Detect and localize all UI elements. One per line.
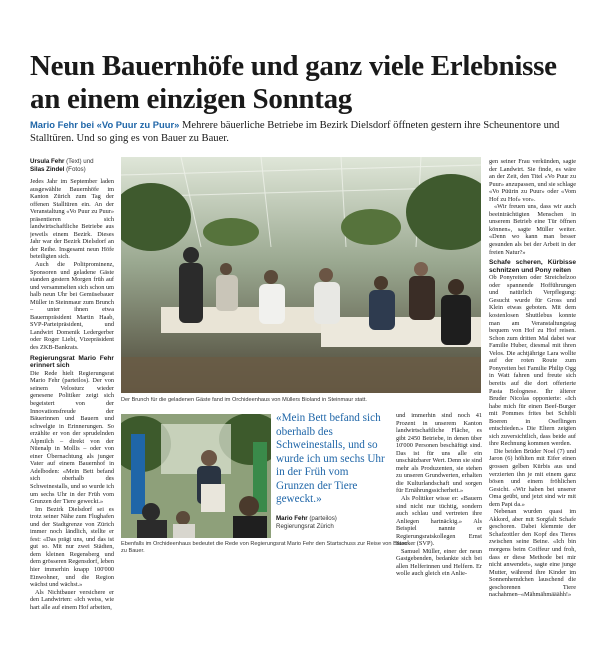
col3-paragraph-2: Als Politiker wisse er: «Bauern sind nicht nur tüchtig, sondern auch schlau und vertreten ihre Anliegen hartnäckig.» Als Beispiel nannte er Regierungsratskollegen Ernst Stocker (SVP). <box>396 495 482 548</box>
main-photo-caption: Der Brunch für die geladenen Gäste fand im Orchideenhaus von Müllers Bioland in Steinmaur statt. <box>121 397 367 403</box>
col1-paragraph-1: Jedes Jahr im September laden ausgewählte Bauernhöfe im Kanton Zürich zum Tag der offenen Stalltüren ein. An der Veranstaltung «Vo Puur zu Puur» präsentieren sich landwirtschaftliche Betriebe aus jeweils einem Bezirk. Dieses Jahr war der Bezirk Dielsdorf an der Reihe. Insgesamt neun Höfe beteiligten sich. <box>30 178 114 261</box>
lead-text: Mehrere bäuerliche Betriebe im Bezirk Dielsdorf öffneten gestern ihre Scheunentore und Stalltüren. Und so ging es von Bauer zu Bauer. <box>30 120 560 144</box>
col4-subheading: Schafe scheren, Kürbisse schnitzen und Pony reiten <box>489 259 576 274</box>
headline: Neun Bauernhöfe und ganz viele Erlebnisse an einem einzigen Sonntag <box>30 50 557 115</box>
col4-paragraph-1: gen seiner Frau verkünden, sagte der Landwirt. Sie finde, es wäre an der Zeit, den Titel «Vo Puur zu Puur» anzupassen, und sie schlage «Vo Püürin zu Puur» oder «Vom Hof zu Hof» vor». <box>489 158 576 203</box>
col4-paragraph-4: Die beiden Brüder Noel (7) und Jaron (6) höhlten mit Eifer einen grossen gelben Kürbis aus und verzierten ihn je mit einem ganz bösen und einem fröhlichen Gesicht. «Wir haben bei unserer Oma geübt, und jetzt sind wir mit dem Papi da.» <box>489 447 576 508</box>
column-3 <box>396 412 482 612</box>
col1-paragraph-4: Im Bezirk Dielsdorf sei es trotz seiner Nähe zum Flughafen und der Stadtgrenze von Zürich immer noch ländlich, stellte er fest: «Das prägt uns, und das ist gut so. Mit nur zwei Städten, dem kleinen Regensberg und dem grösseren Regensdorf, leben hier immerhin knapp 100'000 Einwohner, und die Region wächst und wächst.» <box>30 505 114 589</box>
col1-subheading: Regierungsrat Mario Fehr erinnert sich <box>30 354 114 370</box>
secondary-photo-caption: Ebenfalls im Orchideenhaus bedeutet die Rede von Regierungsrat Mario Fehr den Startschuss zur Reise von Bauer zu Bauer. <box>121 541 408 554</box>
column-1 <box>30 158 114 638</box>
col4-paragraph-3: Ob Ponyreiten oder Streichelzoo oder spannende Hofführungen und natürlich Verpflegung: Gesucht wurde für Gross und Klein etwas geboten. Mit dem kostenlosen Shuttlebus konnte man am Veranstaltungstag bequem von Hof zu Hof reisen. Schon zum dritten Mal dabei war Familie Huber, diesmal mit ihren Velos. Die achtjährige Lara wollte auf der roten Route zum Ponyreiten bei Familie Philip Ogg in Watt fahren und freute sich bereits auf die dort offerierte Pasta Bolognese. Ihr älterer Bruder Nicolas opponierte: «Ich habe mich für einen Beef-Burger mit Pommes frites bei Schibli Boeren in Oseflingen entschieden.» Die Eltern zeigten sich zuversichtlich, dass beide auf ihre Rechnung kommen werden. <box>489 274 576 448</box>
byline-author-1-role: (Text) und <box>64 158 94 165</box>
byline-author-2: Silas Zindel <box>30 166 65 173</box>
speech-image <box>121 414 271 538</box>
col4-paragraph-2: «Wir freuen uns, dass wir auch beeinträchtigten Menschen in unserem Betrieb eine Tür öffnen können», sagte Müller weiter. «Denn wo kann man besser gesunden als bei der Arbeit in der freien Natur?» <box>489 203 576 256</box>
byline-author-2-role: (Fotos) <box>64 166 86 173</box>
byline-author-1: Ursula Fehr <box>30 158 65 165</box>
col4-paragraph-5: Nebenan wurden quasi im Akkord, aber mit Sorgfalt Schafe geschoren. Dabei klemmte der Schafzottler den Kopf des Tieres zwischen seine Beine. «Ich bin morgens beim Coiffeur und froh, dass er diese Methode bei mir nicht anwendet», sagte eine junge Mutter, während ihre Kinder im Sonnenhemdchen lauschend die geschorenen Tiere nachahmen–«Mähmähmääähh!» <box>489 508 576 599</box>
col1-paragraph-3: Die Rede hielt Regierungsrat Mario Fehr (parteilos). Der von seinem Velosturz wieder genesene Politiker zeigt sich begeistert von der Innovationsfreude der Bäuerinnen und Bauern und schwelgte in Erinnerungen. So erzählte er von der sprudelnden Alpmilch – direkt von der Nüenalp in Mollis – oder von einer Übernachtung als junger Vater auf einem Bauernhof in Adelboden: «Mein Bett befand sich oberhalb des Schweinestalls, und so wurde ich um sechs Uhr in der Früh vom Grunzen der Tiere geweckt.» <box>30 369 114 506</box>
pull-quote-block <box>276 412 388 531</box>
byline <box>30 158 114 174</box>
secondary-photo <box>121 414 271 538</box>
pull-quote-role: Regierungsrat Zürich <box>276 522 334 530</box>
col1-paragraph-5: Als Nichtbauer versichere er den Landwirten: «Ich weiss, wie hart alle auf einem Hof arbeiten, <box>30 588 114 611</box>
lead-kicker: Mario Fehr bei «Vo Puur zu Puur» <box>30 119 180 130</box>
column-4 <box>489 158 576 638</box>
col3-paragraph-3: Samuel Müller, einer der neun Gastgebenden, bedankte sich bei allen Helferinnen und Helfern. Er wolle auch gleich ein Anlie- <box>396 547 482 578</box>
pull-quote-name: Mario Fehr <box>276 514 308 522</box>
col1-paragraph-2: Auch die Politprominenz, Sponsoren und geladene Gäste standen gestern Morgen früh auf und versammelten sich schon um halb neun Uhr bei Gemüsebauer Müller in Steinmaur zum Brunch – unter ihnen etwa Bauernpräsident Martin Haab, SVP-Parteipräsident, und Landwirt Domenik Ledergerber oder Roger Liebi, Vizepräsident des ZKB-Bankrats. <box>30 261 114 352</box>
brunch-greenhouse-image <box>121 157 481 393</box>
lead-paragraph <box>30 118 575 145</box>
pull-quote-party: (parteilos) <box>307 514 337 522</box>
main-photo <box>121 157 481 393</box>
pull-quote-source <box>276 515 388 531</box>
pull-quote-text: «Mein Bett befand sich oberhalb des Schweinestalls, und so wurde ich um sechs Uhr in der Früh vom Grunzen der Tiere geweckt.» <box>276 412 385 505</box>
col3-paragraph-1: und immerhin sind noch 41 Prozent in unserem Kanton landwirtschaftliche Fläche, es gibt 2450 Betriebe, in denen über 10'000 Personen beschäftigt sind. Das ist für uns alle ein unschätzbarer Wert. Denn sie sind mehr als Produzenten, sie stehen zu unseren Grundwerten, erhalten die Kulturlandschaft und sorgen für Ernährungssicherheit.» <box>396 412 482 495</box>
